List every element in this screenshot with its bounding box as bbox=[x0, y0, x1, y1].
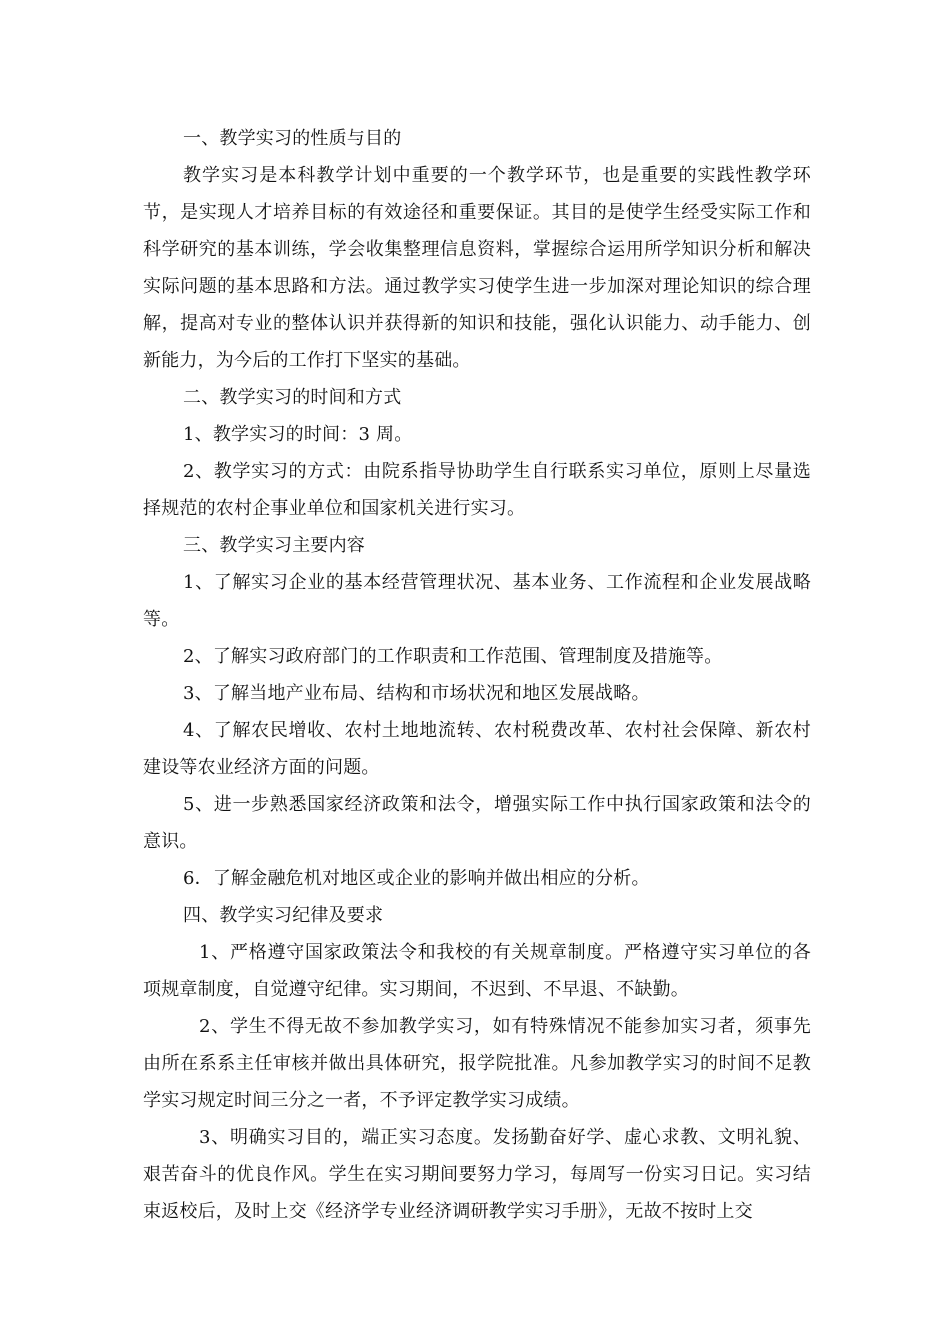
paragraph: 1、教学实习的时间：3 周。 bbox=[183, 424, 413, 445]
paragraph: 3、明确实习目的，端正实习态度。发扬勤奋好学、虚心求教、文明礼貌、艰苦奋斗的优良作风。学生在实习期间要努力学习，每周写一份实习日记。实习结束返校后，及时上交《经济学专业经济调研教学实习手册》，无故不按时上交 bbox=[143, 1127, 811, 1222]
paragraph: 2、教学实习的方式：由院系指导协助学生自行联系实习单位，原则上尽量选择规范的农村企事业单位和国家机关进行实习。 bbox=[143, 461, 811, 519]
paragraph: 1、严格遵守国家政策法令和我校的有关规章制度。严格遵守实习单位的各项规章制度，自觉遵守纪律。实习期间，不迟到、不早退、不缺勤。 bbox=[143, 942, 811, 1000]
paragraph: 5、进一步熟悉国家经济政策和法令，增强实际工作中执行国家政策和法令的意识。 bbox=[143, 794, 811, 852]
section-heading-1: 一、教学实习的性质与目的 bbox=[183, 128, 402, 149]
paragraph: 教学实习是本科教学计划中重要的一个教学环节，也是重要的实践性教学环节，是实现人才培养目标的有效途径和重要保证。其目的是使学生经受实际工作和科学研究的基本训练，学会收集整理信息资料，掌握综合运用所学知识分析和解决实际问题的基本思路和方法。通过教学实习使学生进一步加深对理论知识的综合理解，提高对专业的整体认识并获得新的知识和技能，强化认识能力、动手能力、创新能力，为今后的工作打下坚实的基础。 bbox=[143, 165, 811, 371]
paragraph: 4、了解农民增收、农村土地地流转、农村税费改革、农村社会保障、新农村建设等农业经济方面的问题。 bbox=[143, 720, 811, 778]
paragraph: 6．了解金融危机对地区或企业的影响并做出相应的分析。 bbox=[183, 868, 650, 889]
section-heading-3: 三、教学实习主要内容 bbox=[183, 535, 365, 556]
section-heading-4: 四、教学实习纪律及要求 bbox=[183, 905, 384, 926]
paragraph: 2、了解实习政府部门的工作职责和工作范围、管理制度及措施等。 bbox=[183, 646, 723, 667]
paragraph: 1、了解实习企业的基本经营管理状况、基本业务、工作流程和企业发展战略等。 bbox=[143, 572, 811, 630]
section-heading-2: 二、教学实习的时间和方式 bbox=[183, 387, 402, 408]
paragraph: 3、了解当地产业布局、结构和市场状况和地区发展战略。 bbox=[183, 683, 650, 704]
paragraph: 2、学生不得无故不参加教学实习，如有特殊情况不能参加实习者，须事先由所在系系主任审核并做出具体研究，报学院批准。凡参加教学实习的时间不足教学实习规定时间三分之一者，不予评定教学实习成绩。 bbox=[143, 1016, 811, 1111]
document-body bbox=[143, 120, 811, 1230]
